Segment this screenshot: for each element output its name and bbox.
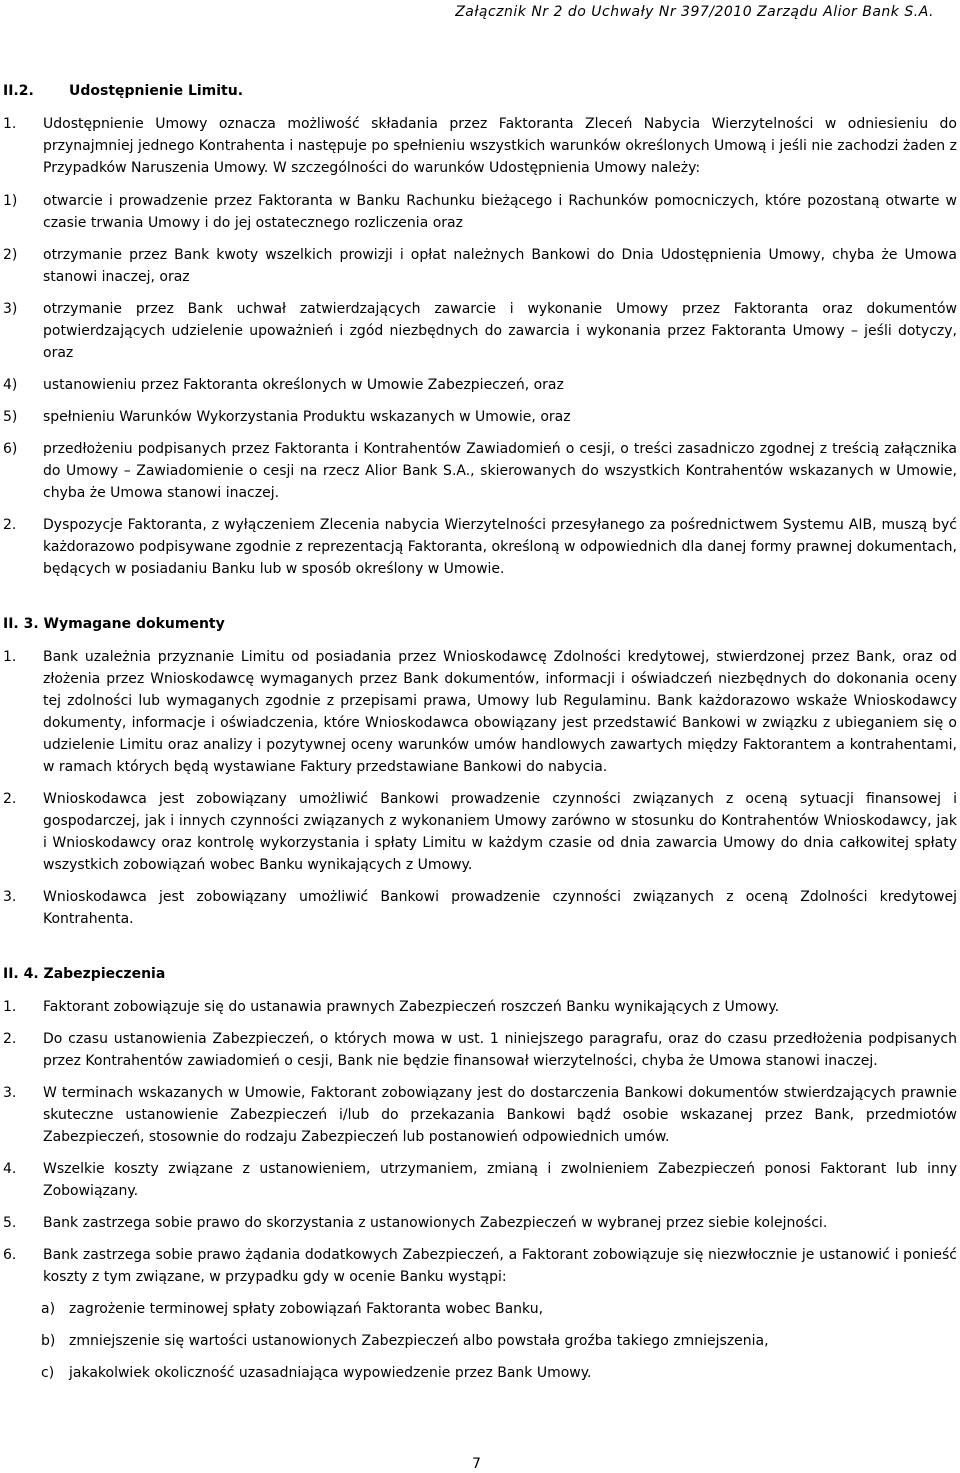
subitem-letter: c) (41, 1365, 55, 1381)
section-4-item-1 (3, 996, 957, 1018)
section-2-heading (3, 80, 957, 102)
item-text: spełnieniu Warunków Wykorzystania Produktu wskazanych w Umowie, oraz (43, 409, 571, 425)
item-text: Bank uzależnia przyznanie Limitu od posiadania przez Wnioskodawcę Zdolności kredytowej, stwierdzonej przez Bank, oraz od złożenia przez Wnioskodawcę wymaganych przez Bank dokumentów, informacji i oświadczeń niezbędnych do dokonania oceny tej zdolności lub wymaganych zgodnie z przepisami prawa, Umowy lub Regulaminu. Bank każdorazowo wskaże Wnioskodawcy dokumenty, informacje i oświadczenia, które Wnioskodawca obowiązany jest przedstawić Bankowi w związku z ubieganiem się o udzielenie Limitu oraz analizy i pozytywnej oceny warunków umów handlowych zawartych między Faktorantem a kontrahentami, w ramach których będą wystawiane Faktury przedstawiane Bankowi do nabycia. (43, 649, 957, 775)
item-number: 1. (3, 649, 17, 665)
item-number: 5) (3, 409, 18, 425)
item-number: 2. (3, 791, 17, 807)
item-text: Wnioskodawca jest zobowiązany umożliwić Bankowi prowadzenie czynności związanych z oceną Zdolności kredytowej Kontrahenta. (43, 889, 957, 927)
item-text: Bank zastrzega sobie prawo żądania dodatkowych Zabezpieczeń, a Faktorant zobowiązuje się niezwłocznie je ustanowić i ponieść koszty z tym związane, w przypadku gdy w ocenie Banku wystąpi: (43, 1247, 957, 1285)
item-text: Bank zastrzega sobie prawo do skorzystania z ustanowionych Zabezpieczeń w wybranej przez siebie kolejności. (43, 1215, 828, 1231)
section-2-item-3 (3, 298, 957, 364)
item-text: otrzymanie przez Bank uchwał zatwierdzających zawarcie i wykonanie Umowy przez Faktoranta oraz dokumentów potwierdzających udzielenie upoważnień i zgód niezbędnych do zawarcia i wykonania przez Faktoranta Umowy – jeśli dotyczy, oraz (43, 301, 957, 361)
section-3-item-2 (3, 788, 957, 876)
item-text: otwarcie i prowadzenie przez Faktoranta w Banku Rachunku bieżącego i Rachunków pomocniczych, które pozostaną otwarte w czasie trwania Umowy i do jej ostatecznego rozliczenia oraz (43, 193, 957, 231)
section-2-item-6 (3, 438, 957, 504)
item-number: 2. (3, 1031, 17, 1047)
page-number: 7 (472, 1456, 481, 1472)
item-text: Wnioskodawca jest zobowiązany umożliwić Bankowi prowadzenie czynności związanych z oceną sytuacji finansowej i gospodarczej, jak i innych czynności związanych z wykonaniem Umowy zarówno w stosunku do Kontrahentów Wnioskodawcy, jak i Wnioskodawcy oraz kontrolę wykorzystania i spłaty Limitu w każdym czasie od dnia zawarcia Umowy do dnia całkowitej spłaty wszystkich zobowiązań wobec Banku wynikających z Umowy. (43, 791, 957, 873)
section-2-item-2 (3, 244, 957, 288)
document-header: Załącznik Nr 2 do Uchwały Nr 397/2010 Zarządu Alior Bank S.A. (455, 4, 934, 20)
item-number: 3. (3, 1085, 17, 1101)
subitem-text: zmniejszenie się wartości ustanowionych Zabezpieczeń albo powstała groźba takiego zmniejszenia, (69, 1333, 769, 1349)
item-number: 1) (3, 193, 18, 209)
section-4-item-6 (3, 1244, 957, 1288)
subitem-text: jakakolwiek okoliczność uzasadniająca wypowiedzenie przez Bank Umowy. (69, 1365, 592, 1381)
item-number: 2) (3, 247, 18, 263)
section-4-item-3 (3, 1082, 957, 1148)
paragraph-text: Udostępnienie Umowy oznacza możliwość składania przez Faktoranta Zleceń Nabycia Wierzytelności w odniesieniu do przynajmniej jednego Kontrahenta i następuje po spełnieniu wszystkich warunków określonych Umową i jeśli nie zachodzi żaden z Przypadków Naruszenia Umowy. W szczególności do warunków Udostępnienia Umowy należy: (43, 116, 957, 176)
section-2-item-5 (3, 406, 957, 428)
section-3-item-3 (3, 886, 957, 930)
section-4-heading: II. 4. Zabezpieczenia (3, 966, 166, 982)
item-text: Do czasu ustanowienia Zabezpieczeń, o których mowa w ust. 1 niniejszego paragrafu, oraz do czasu przedłożenia podpisanych przez Kontrahentów zawiadomień o cesji, Bank nie będzie finansował wierzytelności, chyba że Umowa stanowi inaczej. (43, 1031, 957, 1069)
section-2-heading-number: II.2. (3, 83, 34, 99)
item-text: Wszelkie koszty związane z ustanowieniem, utrzymaniem, zmianą i zwolnieniem Zabezpieczeń ponosi Faktorant lub inny Zobowiązany. (43, 1161, 957, 1199)
item-number: 3) (3, 301, 18, 317)
document-body (3, 80, 957, 1384)
subitem-text: zagrożenie terminowej spłaty zobowiązań Faktoranta wobec Banku, (69, 1301, 544, 1317)
item-number: 4) (3, 377, 18, 393)
item-text: Faktorant zobowiązuje się do ustanawia prawnych Zabezpieczeń roszczeń Banku wynikających z Umowy. (43, 999, 780, 1015)
item-text: otrzymanie przez Bank kwoty wszelkich prowizji i opłat należnych Bankowi do Dnia Udostępnienia Umowy, chyba że Umowa stanowi inaczej, oraz (43, 247, 957, 285)
section-2-paragraph-1 (3, 113, 957, 179)
item-number: 4. (3, 1161, 17, 1177)
section-2-item-1 (3, 190, 957, 234)
section-2-paragraph-2 (3, 514, 957, 580)
section-4-subitem-a (3, 1298, 957, 1320)
section-3-item-1 (3, 646, 957, 778)
item-number: 6. (3, 1247, 17, 1263)
item-number: 1. (3, 999, 17, 1015)
item-text: ustanowieniu przez Faktoranta określonych w Umowie Zabezpieczeń, oraz (43, 377, 564, 393)
item-text: W terminach wskazanych w Umowie, Faktorant zobowiązany jest do dostarczenia Bankowi dokumentów stwierdzających prawnie skuteczne ustanowienie Zabezpieczeń i/lub do przekazania Bankowi bądź osobie wskazanej przez Bank, przedmiotów Zabezpieczeń, stosownie do rodzaju Zabezpieczeń lub postanowień odpowiednich umów. (43, 1085, 957, 1145)
section-4-item-2 (3, 1028, 957, 1072)
section-2-heading-text: Udostępnienie Limitu. (69, 83, 244, 99)
section-3-heading: II. 3. Wymagane dokumenty (3, 616, 225, 632)
paragraph-number: 2. (3, 517, 17, 533)
item-text: przedłożeniu podpisanych przez Faktoranta i Kontrahentów Zawiadomień o cesji, o treści zasadniczo zgodnej z treścią załącznika do Umowy – Zawiadomienie o cesji na rzecz Alior Bank S.A., skierowanych do wszystkich Kontrahentów wskazanych w Umowie, chyba że Umowa stanowi inaczej. (43, 441, 957, 501)
section-2-item-4 (3, 374, 957, 396)
item-number: 3. (3, 889, 17, 905)
section-4-subitem-c (3, 1362, 957, 1384)
section-4-item-5 (3, 1212, 957, 1234)
item-number: 6) (3, 441, 18, 457)
paragraph-text: Dyspozycje Faktoranta, z wyłączeniem Zlecenia nabycia Wierzytelności przesyłanego za pośrednictwem Systemu AIB, muszą być każdorazowo podpisywane zgodnie z reprezentacją Faktoranta, określoną w odpowiednich dla danej formy prawnej dokumentach, będących w posiadaniu Banku lub w sposób określony w Umowie. (43, 517, 957, 577)
subitem-letter: b) (41, 1333, 56, 1349)
section-4-subitem-b (3, 1330, 957, 1352)
item-number: 5. (3, 1215, 17, 1231)
section-4-item-4 (3, 1158, 957, 1202)
paragraph-number: 1. (3, 116, 17, 132)
subitem-letter: a) (41, 1301, 56, 1317)
